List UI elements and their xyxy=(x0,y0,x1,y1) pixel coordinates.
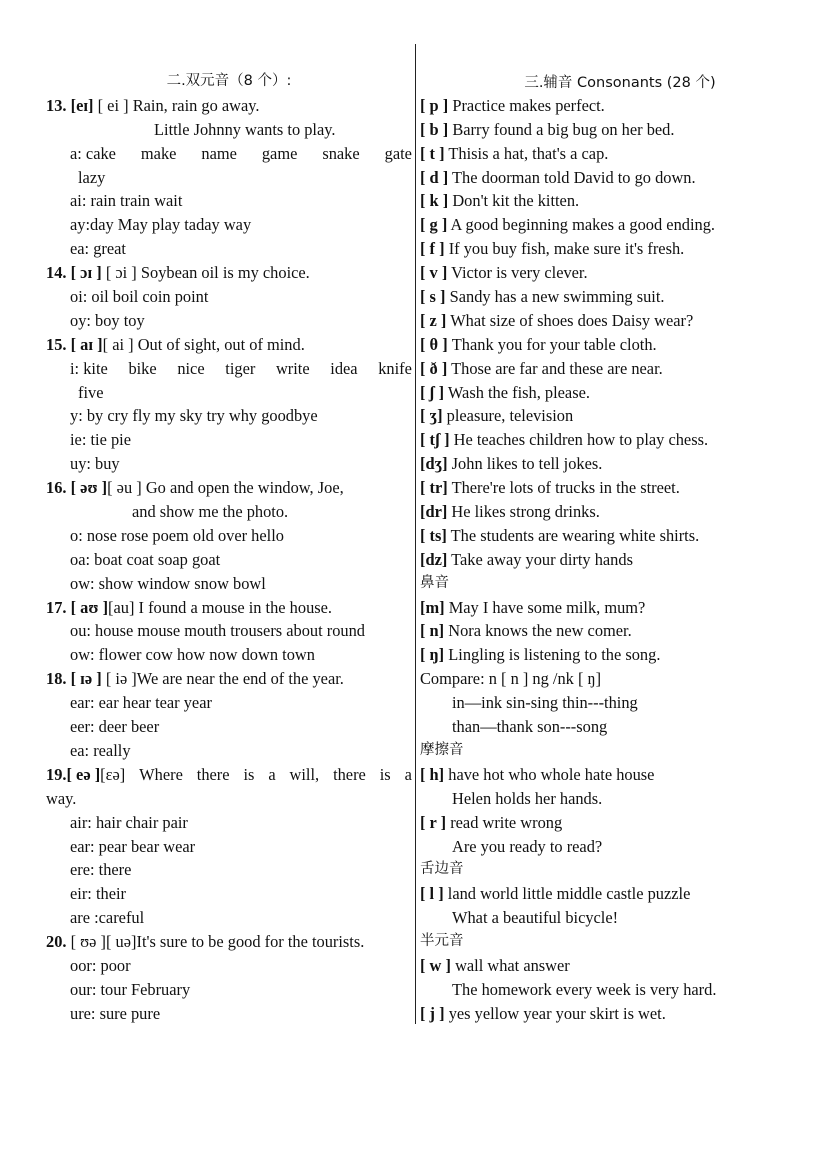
entry-20-our: our: tour February xyxy=(70,979,191,999)
entry-18-ear: ear: ear hear tear year xyxy=(70,693,212,713)
entry-16-ow: ow: show window snow bowl xyxy=(70,573,266,593)
entry-19-wrap: way. xyxy=(46,788,77,808)
compare-line: Compare: n [ n ] ng /nk [ ŋ] xyxy=(420,669,602,689)
entry-16-o: o: nose rose poem old over hello xyxy=(70,525,284,545)
cons-m: [m] May I have some milk, mum? xyxy=(420,597,646,617)
entry-19-eir: eir: their xyxy=(70,884,126,904)
compare-pairs-2: than—thank son---song xyxy=(452,717,608,737)
entry-18-ea: ea: really xyxy=(70,740,131,760)
entry-19-ere: ere: there xyxy=(70,860,132,880)
cons-h-sentence: Helen holds her hands. xyxy=(452,788,603,808)
entry-15-y: y: by cry fly my sky try why goodbye xyxy=(70,406,318,426)
semivowel-heading: 半元音 xyxy=(420,933,464,950)
cons-dr: [dr] He likes strong drinks. xyxy=(420,502,600,522)
cons-h: [ h] have hot who whole hate house xyxy=(420,764,655,784)
entry-15-ie: ie: tie pie xyxy=(70,430,131,450)
entry-13-a-words: a: cake make name game snake gate xyxy=(70,143,412,163)
cons-k: [ k ] Don't kit the kitten. xyxy=(420,191,580,211)
right-column xyxy=(420,70,820,1026)
consonant-heading: 三.辅音 Consonants (28 个) xyxy=(524,75,716,91)
cons-g: [ g ] A good beginning makes a good ending. xyxy=(420,215,716,235)
entry-16: 16. [ əʊ ][ əu ] Go and open the window, Joe, xyxy=(46,478,344,498)
entry-13-a-wrap: lazy xyxy=(78,167,106,187)
nasal-heading: 鼻音 xyxy=(420,574,449,591)
fricative-heading: 摩擦音 xyxy=(420,741,464,758)
entry-18: 18. [ ɪə ] [ iə ]We are near the end of the year. xyxy=(46,669,344,689)
entry-16-sentence2: and show me the photo. xyxy=(132,502,289,522)
entry-17-ow: ow: flower cow how now down town xyxy=(70,645,315,665)
cons-zh: [ ʒ] pleasure, television xyxy=(420,406,574,426)
cons-dz: [dz] Take away your dirty hands xyxy=(420,549,633,569)
entry-17: 17. [ aʊ ][au] I found a mouse in the house. xyxy=(46,597,333,617)
left-column xyxy=(46,70,412,1026)
entry-18-eer: eer: deer beer xyxy=(70,717,160,737)
lateral-heading: 舌边音 xyxy=(420,861,464,878)
entry-14-oy: oy: boy toy xyxy=(70,310,145,330)
cons-w: [ w ] wall what answer xyxy=(420,955,570,975)
entry-14-oi: oi: oil boil coin point xyxy=(70,287,209,307)
cons-tr: [ tr] There're lots of trucks in the street. xyxy=(420,478,680,498)
cons-y: [ j ] yes yellow year your skirt is wet. xyxy=(420,1003,666,1023)
cons-j: [dʒ] John likes to tell jokes. xyxy=(420,454,603,474)
entry-16-oa: oa: boat coat soap goat xyxy=(70,549,221,569)
cons-s: [ s ] Sandy has a new swimming suit. xyxy=(420,287,665,307)
cons-r-sentence: Are you ready to read? xyxy=(452,836,603,856)
entry-13-ai: ai: rain train wait xyxy=(70,191,183,211)
cons-sh: [ ʃ ] Wash the fish, please. xyxy=(420,382,590,402)
entry-15-i-wrap: five xyxy=(78,382,104,402)
cons-b: [ b ] Barry found a big bug on her bed. xyxy=(420,119,675,139)
cons-t: [ t ] Thisis a hat, that's a cap. xyxy=(420,143,609,163)
entry-13-ay: ay:day May play taday way xyxy=(70,215,252,235)
cons-ng: [ ŋ] Lingling is listening to the song. xyxy=(420,645,661,665)
entry-19: 19.[ eə ][ɛə] Where there is a will, there is a xyxy=(46,764,412,784)
entry-15: 15. [ aɪ ][ ai ] Out of sight, out of mind. xyxy=(46,334,305,354)
entry-19-ear: ear: pear bear wear xyxy=(70,836,196,856)
cons-l: [ l ] land world little middle castle puzzle xyxy=(420,884,691,904)
diphthong-heading: 二.双元音（8 个）: xyxy=(166,73,292,89)
entry-14: 14. [ ɔɪ ] [ ɔi ] Soybean oil is my choice. xyxy=(46,263,310,283)
entry-20-oor: oor: poor xyxy=(70,955,131,975)
cons-n: [ n] Nora knows the new comer. xyxy=(420,621,632,641)
cons-z: [ z ] What size of shoes does Daisy wear? xyxy=(420,310,694,330)
cons-v: [ v ] Victor is very clever. xyxy=(420,263,588,283)
entry-15-uy: uy: buy xyxy=(70,454,120,474)
entry-19-air: air: hair chair pair xyxy=(70,812,188,832)
cons-ts: [ ts] The students are wearing white shirts. xyxy=(420,525,700,545)
entry-13-sentence2: Little Johnny wants to play. xyxy=(154,119,336,139)
entry-17-ou: ou: house mouse mouth trousers about round xyxy=(70,621,365,641)
cons-r: [ r ] read write wrong xyxy=(420,812,563,832)
entry-20: 20. [ ʊə ][ uə]It's sure to be good for the tourists. xyxy=(46,932,365,952)
cons-ch: [ tʃ ] He teaches children how to play chess. xyxy=(420,430,709,450)
entry-15-i-words: i: kite bike nice tiger write idea knife xyxy=(70,358,412,378)
entry-19-are: are :careful xyxy=(70,908,145,928)
column-divider xyxy=(415,44,416,1024)
entry-20-ure: ure: sure pure xyxy=(70,1003,161,1023)
cons-dh: [ ð ] Those are far and these are near. xyxy=(420,358,663,378)
entry-13: 13. [eɪ] [ ei ] Rain, rain go away. xyxy=(46,95,260,115)
cons-th: [ θ ] Thank you for your table cloth. xyxy=(420,334,657,354)
cons-p: [ p ] Practice makes perfect. xyxy=(420,95,605,115)
compare-pairs-1: in—ink sin-sing thin---thing xyxy=(452,693,638,713)
cons-f: [ f ] If you buy fish, make sure it's fresh. xyxy=(420,239,685,259)
cons-w-sentence: The homework every week is very hard. xyxy=(452,979,717,999)
entry-13-ea: ea: great xyxy=(70,239,126,259)
cons-d: [ d ] The doorman told David to go down. xyxy=(420,167,696,187)
cons-l-sentence: What a beautiful bicycle! xyxy=(452,908,619,928)
